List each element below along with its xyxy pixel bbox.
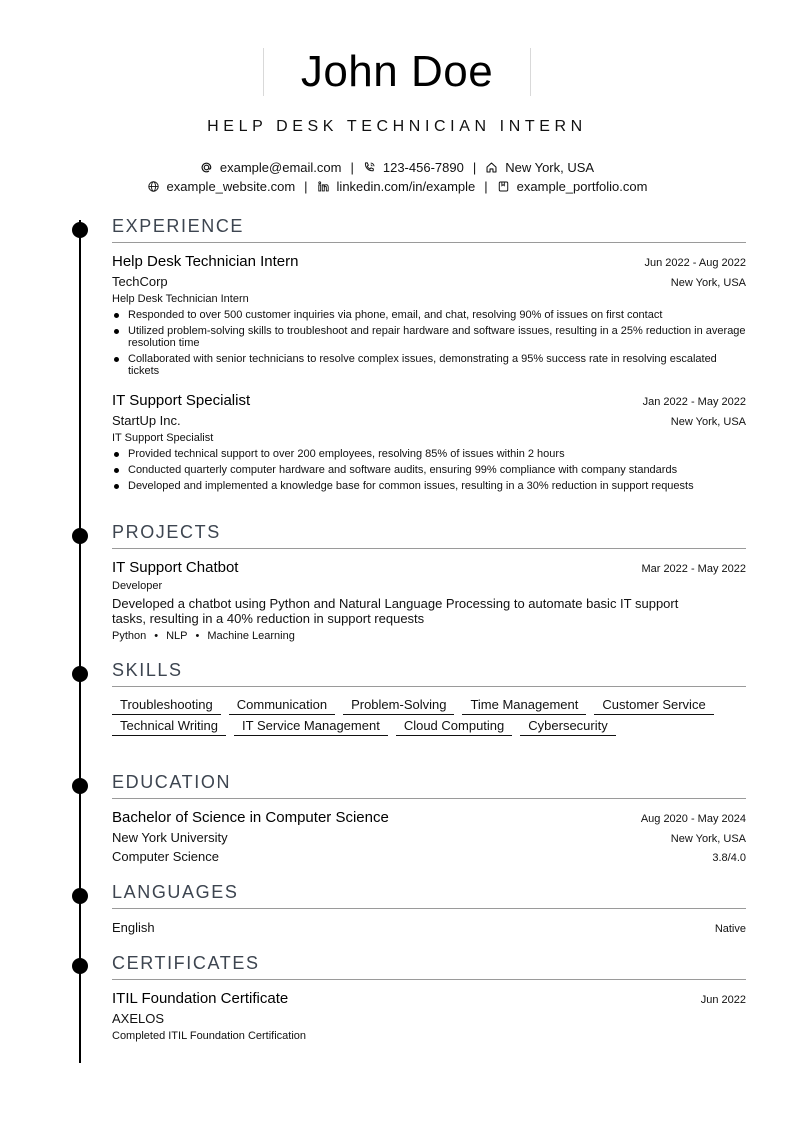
linkedin-icon	[317, 180, 330, 193]
gpa-value: 3.8/4.0	[712, 852, 746, 864]
school-name: New York University	[112, 830, 228, 845]
experience-entry-2-bullets	[112, 448, 746, 496]
project-description: Developed a chatbot using Python and Natural Language Processing to automate basic IT support tasks, resulting in a 40% reduction in support requests	[112, 596, 679, 626]
bullet-item: Utilized problem-solving skills to troubleshoot and repair hardware and software issues, resulting in a 25% reduction in average resolution time	[112, 325, 746, 349]
experience-entry-1-company-row	[112, 274, 746, 289]
job-title: Help Desk Technician Intern	[112, 253, 299, 270]
project-tag: Machine Learning	[207, 630, 295, 642]
job-role: Help Desk Technician Intern	[112, 293, 249, 305]
company-name: TechCorp	[112, 274, 168, 289]
degree-title: Bachelor of Science in Computer Science	[112, 809, 389, 826]
contact-website[interactable]	[147, 179, 296, 194]
bullet-item: Responded to over 500 customer inquiries via phone, email, and chat, resolving 90% of issues on first contact	[112, 309, 746, 321]
skill-tag: Communication	[229, 698, 335, 715]
timeline-dot-languages	[72, 888, 88, 904]
contact-separator: |	[304, 179, 308, 194]
bullet-item: Collaborated with senior technicians to resolve complex issues, demonstrating a 95% success rate in resolving escalated tickets	[112, 353, 746, 377]
field-of-study: Computer Science	[112, 849, 219, 864]
company-name: StartUp Inc.	[112, 413, 181, 428]
skill-tag: Technical Writing	[112, 719, 226, 736]
contact-location	[485, 160, 594, 175]
home-icon	[485, 161, 498, 174]
portfolio-icon	[497, 180, 510, 193]
language-level: Native	[714, 923, 746, 935]
candidate-role: HELP DESK TECHNICIAN INTERN	[207, 118, 587, 135]
skill-tag: Problem-Solving	[343, 698, 454, 715]
project-tag: Python	[112, 630, 147, 642]
section-title-projects: PROJECTS	[112, 522, 746, 549]
contact-separator: |	[350, 160, 354, 175]
education-header	[112, 809, 746, 826]
phone-icon	[363, 161, 376, 174]
certificate-issuer: AXELOS	[112, 1011, 165, 1026]
project-role: Developer	[112, 580, 163, 592]
section-title-certificates: CERTIFICATES	[112, 953, 746, 980]
linkedin-text: linkedin.com/in/example	[336, 179, 476, 194]
job-title: IT Support Specialist	[112, 392, 251, 409]
contact-separator: |	[484, 179, 488, 194]
location-text: New York, USA	[505, 160, 595, 175]
project-entry-header	[112, 559, 746, 576]
experience-entry-2-company-row	[112, 413, 746, 428]
phone-text: 123-456-7890	[382, 160, 464, 175]
job-dates: Jun 2022 - Aug 2022	[644, 257, 746, 269]
skill-tag: Time Management	[462, 698, 586, 715]
project-tags	[112, 630, 295, 642]
project-title: IT Support Chatbot	[112, 559, 239, 576]
education-school-row	[112, 830, 746, 845]
contact-separator: |	[472, 160, 477, 175]
job-dates: Jan 2022 - May 2022	[642, 396, 746, 408]
job-location: New York, USA	[670, 277, 746, 289]
contact-line-1	[0, 160, 794, 175]
job-role: IT Support Specialist	[112, 432, 214, 444]
timeline-dot-education	[72, 778, 88, 794]
experience-entry-1-header	[112, 253, 746, 270]
section-title-education: EDUCATION	[112, 772, 746, 799]
education-dates: Aug 2020 - May 2024	[640, 813, 746, 825]
experience-entry-2-header	[112, 392, 746, 409]
bullet-item: Conducted quarterly computer hardware and software audits, ensuring 99% compliance with company standards	[112, 464, 746, 476]
skill-tag: IT Service Management	[234, 719, 388, 736]
contact-phone[interactable]	[363, 160, 464, 175]
certificate-date: Jun 2022	[700, 994, 746, 1006]
school-location: New York, USA	[670, 833, 746, 845]
language-name: English	[112, 920, 155, 935]
website-text: example_website.com	[166, 179, 296, 194]
certificate-issuer-row	[112, 1011, 746, 1026]
project-tag: NLP	[166, 630, 188, 642]
timeline-dot-skills	[72, 666, 88, 682]
timeline-dot-experience	[72, 222, 88, 238]
email-text: example@email.com	[219, 160, 342, 175]
certificate-title: ITIL Foundation Certificate	[112, 990, 289, 1007]
at-icon	[200, 161, 213, 174]
contact-email[interactable]	[200, 160, 342, 175]
timeline-dot-certificates	[72, 958, 88, 974]
language-row	[112, 920, 746, 935]
contact-portfolio[interactable]	[497, 179, 648, 194]
job-location: New York, USA	[670, 416, 746, 428]
candidate-name: John Doe	[300, 47, 494, 96]
skill-tag: Customer Service	[594, 698, 713, 715]
education-field-row	[112, 849, 746, 864]
portfolio-text: example_portfolio.com	[516, 179, 648, 194]
skill-tag: Troubleshooting	[112, 698, 221, 715]
tag-separator: •	[195, 630, 200, 642]
bullet-item: Provided technical support to over 200 employees, resolving 85% of issues within 2 hours	[112, 448, 746, 460]
section-title-experience: EXPERIENCE	[112, 216, 746, 243]
globe-icon	[147, 180, 160, 193]
certificate-header	[112, 990, 746, 1007]
section-title-skills: SKILLS	[112, 660, 746, 687]
contact-linkedin[interactable]	[317, 179, 476, 194]
contact-line-2	[0, 179, 794, 194]
section-title-languages: LANGUAGES	[112, 882, 746, 909]
tag-separator: •	[154, 630, 159, 642]
skill-tag: Cybersecurity	[520, 719, 615, 736]
timeline-dot-projects	[72, 528, 88, 544]
bullet-item: Developed and implemented a knowledge base for common issues, resulting in a 30% reduction in support requests	[112, 480, 746, 492]
experience-entry-1-bullets	[112, 309, 746, 381]
timeline-line	[79, 220, 81, 1063]
project-dates: Mar 2022 - May 2022	[641, 563, 746, 575]
name-frame	[263, 48, 531, 96]
skills-list	[112, 698, 746, 736]
skill-tag: Cloud Computing	[396, 719, 512, 736]
certificate-description: Completed ITIL Foundation Certification	[112, 1030, 307, 1042]
